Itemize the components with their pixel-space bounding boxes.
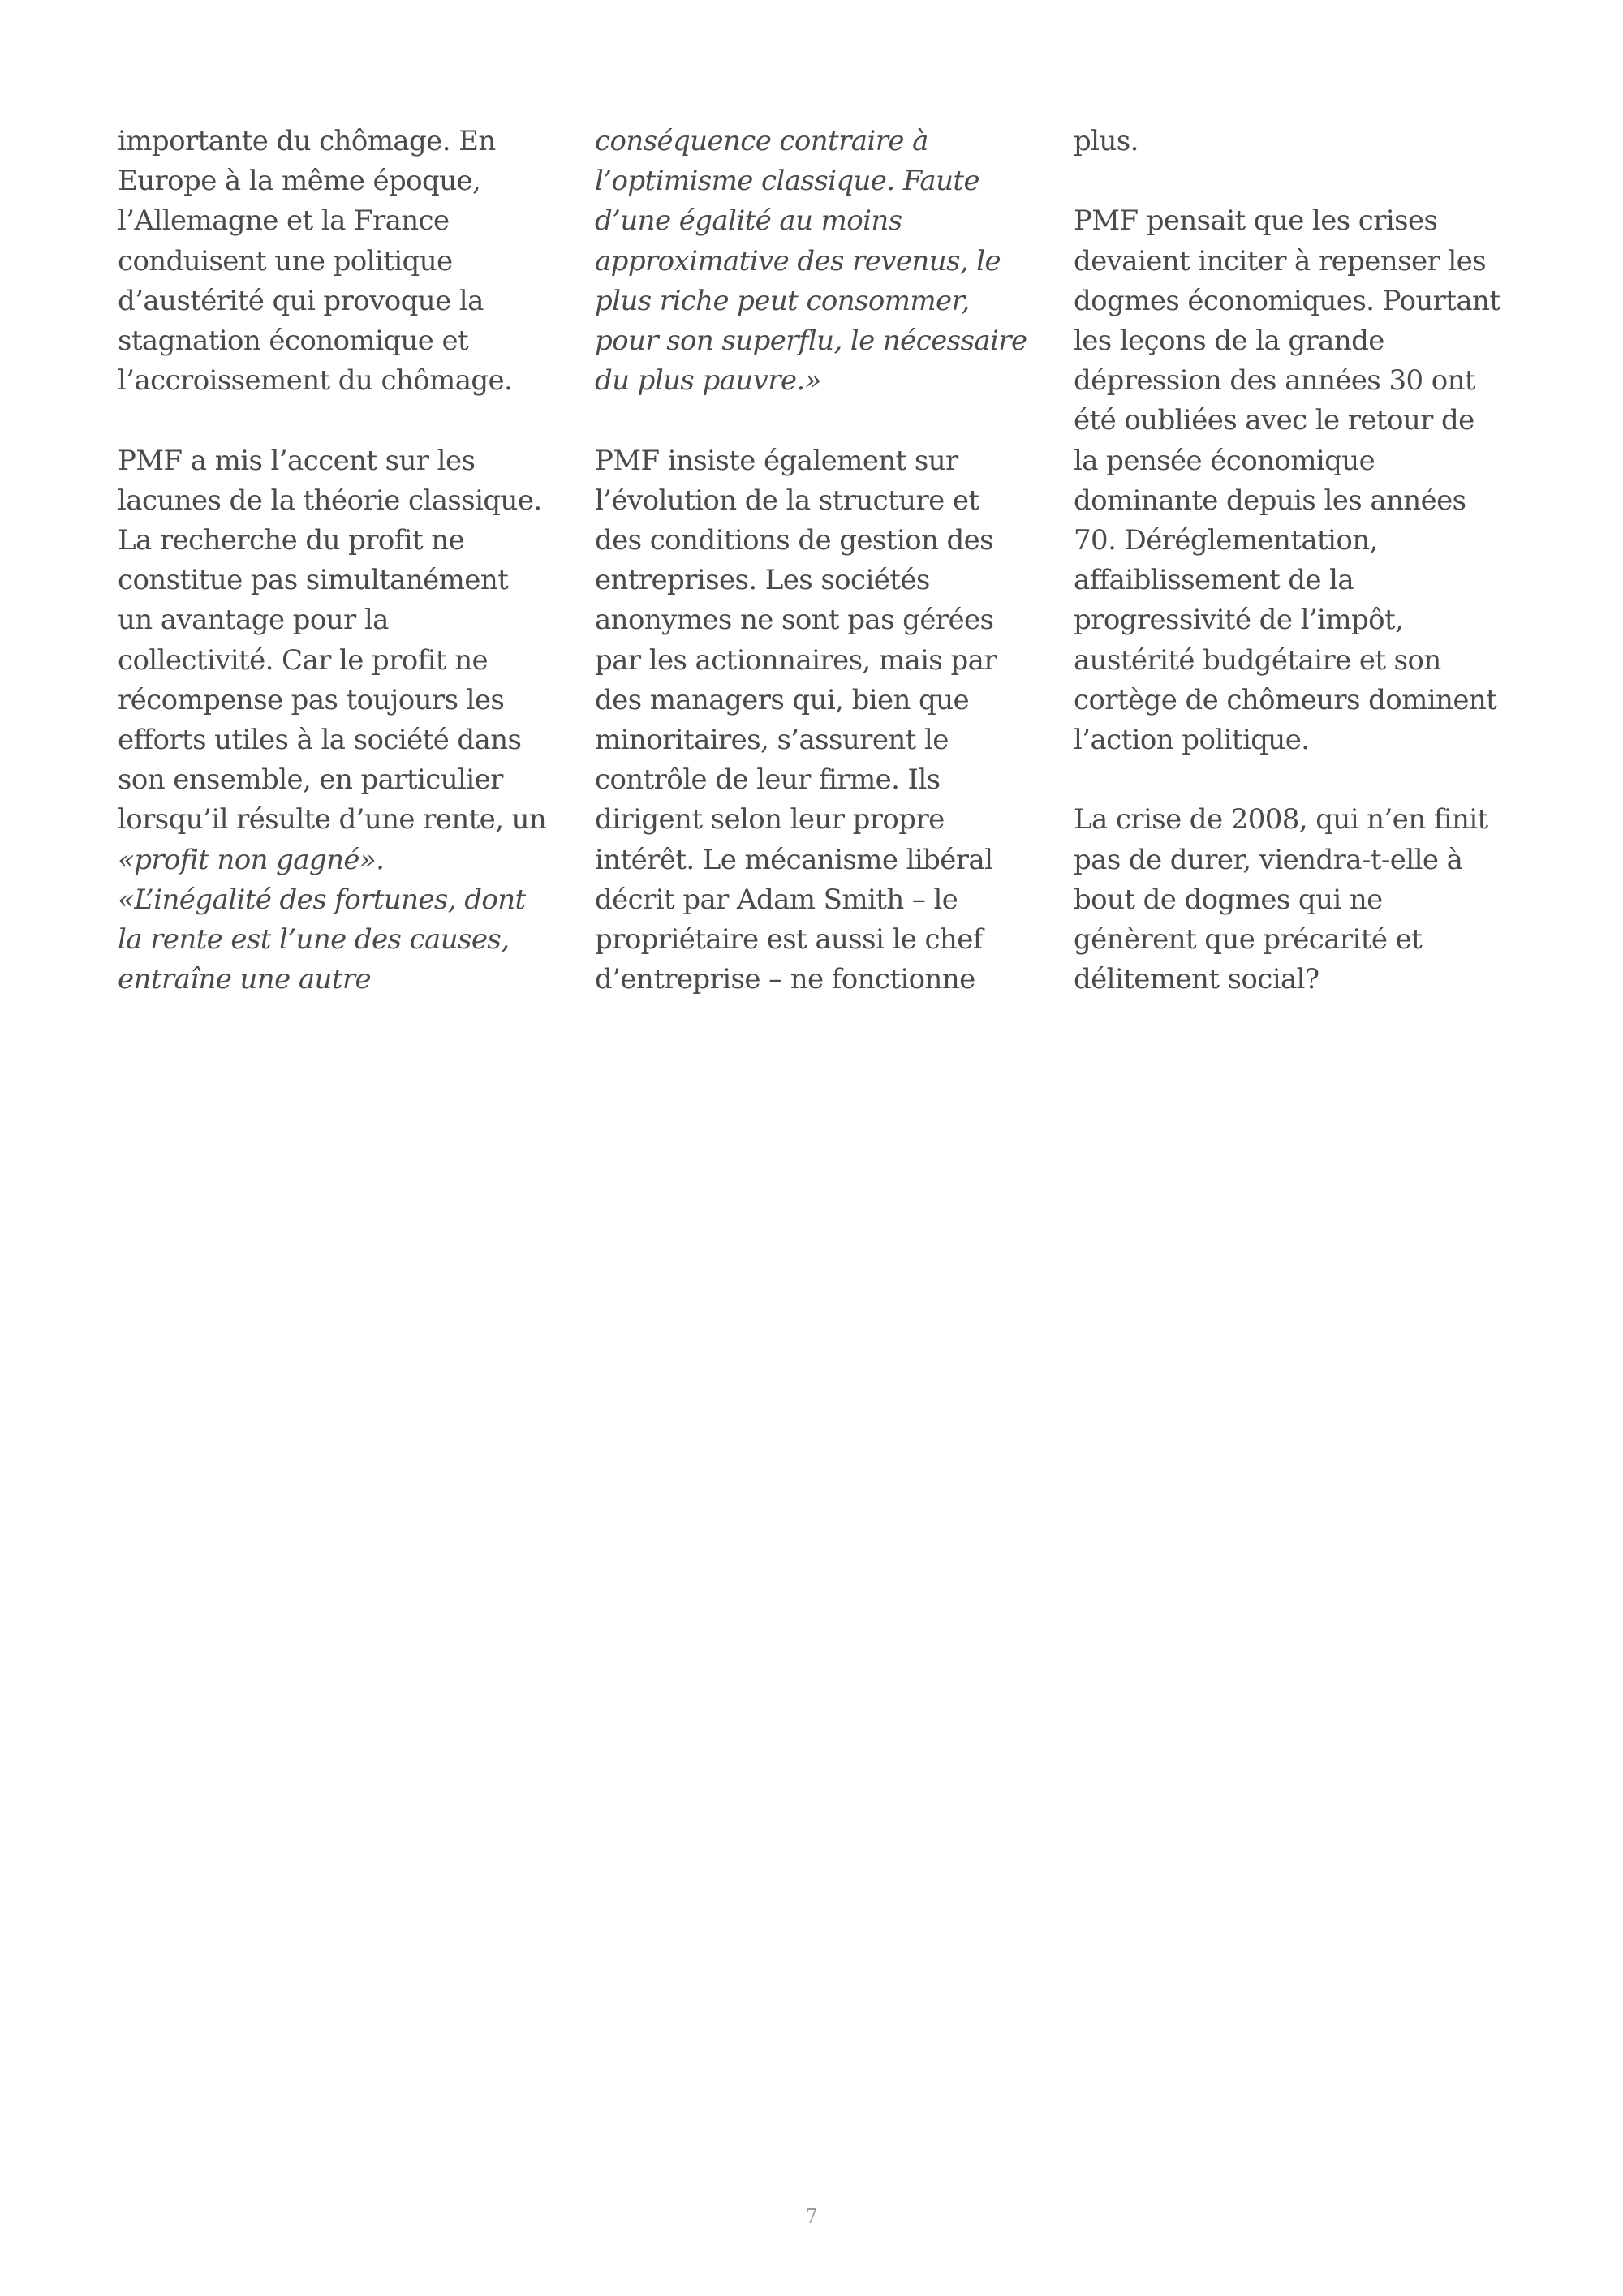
text-line: importante du chômage. En xyxy=(118,125,496,157)
text-line: PMF insiste également sur xyxy=(595,444,958,477)
paragraph xyxy=(118,122,572,401)
text-column-1 xyxy=(118,122,572,1040)
text-line: les leçons de la grande xyxy=(1074,325,1384,357)
paragraph xyxy=(1074,800,1528,1000)
text-line: génèrent que précarité et xyxy=(1074,923,1423,957)
text-line: décrit par Adam Smith – le xyxy=(595,883,958,916)
text-line: délitement social? xyxy=(1074,963,1319,996)
quote-line: plus riche peut consommer, xyxy=(595,284,970,317)
text-line: PMF a mis l’accent sur les xyxy=(118,444,476,477)
quote-line: approximative des revenus, le xyxy=(595,244,1001,277)
text-line: Europe à la même époque, xyxy=(118,165,481,198)
quote-line: conséquence contraire à xyxy=(595,125,928,157)
paragraph xyxy=(1074,122,1528,161)
quote-line: la rente est l’une des causes, xyxy=(118,923,510,957)
quote-line: «L’inégalité des fortunes, dont xyxy=(118,883,526,916)
text-line: contrôle de leur firme. Ils xyxy=(595,763,941,797)
paragraph xyxy=(595,441,1049,1000)
text-line: minoritaires, s’assurent le xyxy=(595,724,949,757)
quote-line: entraîne une autre xyxy=(118,963,372,996)
quote-line: d’une égalité au moins xyxy=(595,204,902,238)
text-line: efforts utiles à la société dans xyxy=(118,724,522,757)
text-line: d’austérité qui provoque la xyxy=(118,284,484,317)
text-line: dogmes économiques. Pourtant xyxy=(1074,284,1500,317)
text-line: La recherche du profit ne xyxy=(118,524,465,557)
quote-line: «profit non gagné». xyxy=(118,843,385,876)
text-line: des managers qui, bien que xyxy=(595,683,970,716)
text-line: stagnation économique et xyxy=(118,325,469,358)
text-line: pas de durer, viendra-t-elle à xyxy=(1074,843,1463,876)
paragraph xyxy=(1074,201,1528,760)
text-line: PMF pensait que les crises xyxy=(1074,204,1438,238)
text-column-3 xyxy=(1074,122,1528,1040)
text-line: collectivité. Car le profit ne xyxy=(118,643,489,677)
text-line: été oubliées avec le retour de xyxy=(1074,404,1474,437)
text-line: dépression des années 30 ont xyxy=(1074,364,1475,398)
text-line: un avantage pour la xyxy=(118,604,389,637)
text-line: affaiblissement de la xyxy=(1074,564,1354,597)
text-line: austérité budgétaire et son xyxy=(1074,643,1441,677)
text-line: bout de dogmes qui ne xyxy=(1074,883,1383,916)
text-line: intérêt. Le mécanisme libéral xyxy=(595,843,993,876)
text-line: devaient inciter à repenser les xyxy=(1074,244,1486,277)
text-column-2 xyxy=(595,122,1049,1040)
text-line: lacunes de la théorie classique. xyxy=(118,484,542,517)
text-line: des conditions de gestion des xyxy=(595,524,994,557)
text-line: l’Allemagne et la France xyxy=(118,204,450,238)
paragraph xyxy=(118,441,572,1000)
text-line: son ensemble, en particulier xyxy=(118,763,503,797)
text-line: par les actionnaires, mais par xyxy=(595,643,997,677)
text-line: l’évolution de la structure et xyxy=(595,484,979,517)
text-line: dominante depuis les années xyxy=(1074,484,1466,517)
quote-line: du plus pauvre.» xyxy=(595,364,821,398)
text-line: propriétaire est aussi le chef xyxy=(595,923,983,957)
text-line: lorsqu’il résulte d’une rente, un xyxy=(118,803,547,836)
text-line: constitue pas simultanément xyxy=(118,564,509,597)
quote-line: l’optimisme classique. Faute xyxy=(595,165,979,198)
text-line: 70. Déréglementation, xyxy=(1074,524,1378,557)
text-line: récompense pas toujours les xyxy=(118,683,505,716)
text-line: entreprises. Les sociétés xyxy=(595,564,930,597)
text-line: la pensée économique xyxy=(1074,444,1375,477)
text-line: l’accroissement du chômage. xyxy=(118,364,513,398)
text-line: d’entreprise – ne fonctionne xyxy=(595,963,975,996)
text-line: La crise de 2008, qui n’en finit xyxy=(1074,803,1488,836)
quote-line: pour son superflu, le nécessaire xyxy=(595,325,1027,358)
text-line: anonymes ne sont pas gérées xyxy=(595,604,994,637)
text-line: progressivité de l’impôt, xyxy=(1074,604,1404,637)
text-line: l’action politique. xyxy=(1074,724,1310,757)
text-line: conduisent une politique xyxy=(118,244,453,277)
text-line: cortège de chômeurs dominent xyxy=(1074,683,1497,716)
text-line: dirigent selon leur propre xyxy=(595,803,945,836)
paragraph xyxy=(595,122,1049,401)
page-number: 7 xyxy=(805,2205,818,2228)
text-line: plus. xyxy=(1074,125,1139,157)
